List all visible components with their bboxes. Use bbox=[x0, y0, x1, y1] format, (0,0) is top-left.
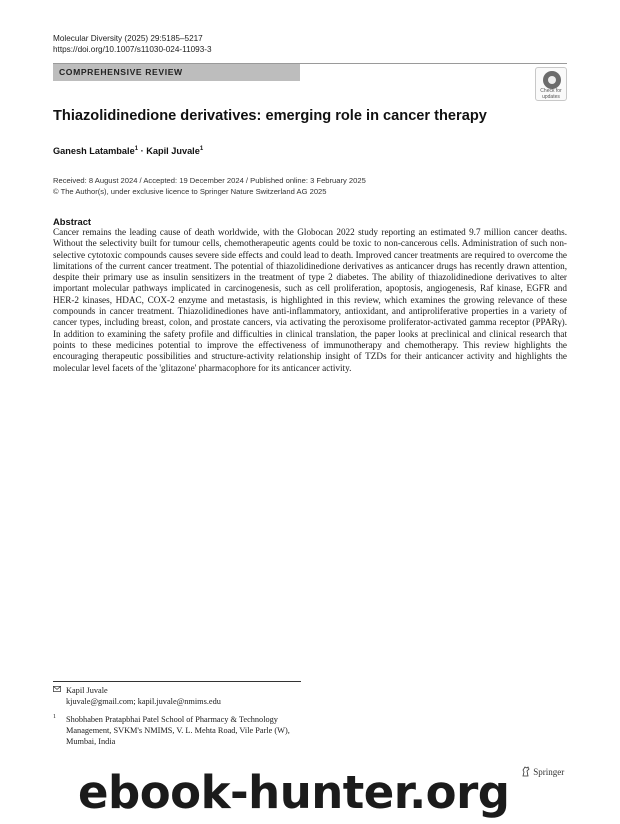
author-name[interactable]: Kapil Juvale bbox=[146, 146, 200, 157]
corresponding-author-name: Kapil Juvale bbox=[66, 686, 108, 695]
author-affil-mark: 1 bbox=[199, 146, 204, 152]
footnote-rule bbox=[53, 681, 301, 682]
publisher-name: Springer bbox=[533, 767, 565, 777]
springer-horse-icon bbox=[521, 766, 531, 777]
watermark-text: ebook-hunter.org bbox=[78, 766, 510, 819]
publisher-logo bbox=[521, 766, 564, 777]
abstract-text: Cancer remains the leading cause of death worldwide, with the Globocan 2022 study reporting an estimated 9.7 million cancer deaths. Without the selectivity built for tumour cells, chemotherapeutic agents could be toxic to non-cancerous cells. Administration of such non-selective cytotoxic compounds causes severe side effects and could lead to death. Improved cancer treatments are required to overcome the limitations of the current cancer treatment. The potential of thiazolidinedione derivatives as anticancer drugs has recently drawn attention, despite their primary use as insulin sensitizers in the treatment of type 2 diabetes. The ability of thiazolidinedione derivatives to alter important molecular pathways implicated in carcinogenesis, such as cell proliferation, apoptosis, angiogenesis, Raf kinase, EGFR and HER-2 kinases, HDAC, COX-2 enzyme and metastasis, is highlighted in this review, which examines the growing relevance of these compounds in cancer treatment. Thiazolidinediones have anti-inflammatory, antioxidant, and antiproliferative properties in a variety of cancer types, including breast, colon, and prostate cancers, via activating the peroxisome proliferator-activated gamma receptor (PPARγ). In addition to examining the safety profile and difficulties in clinical translation, the paper looks at preclinical and clinical research that points to these medicines potential to improve the effectiveness of immunotherapy and chemotherapy. This review highlights the encouraging therapeutic possibilities and structure-activity relationship insight of TZDs for their anticancer activity and highlights the molecular level facets of the 'glitazone' pharmacophore for its anticancer activity. bbox=[53, 227, 567, 373]
abstract-heading: Abstract bbox=[53, 216, 92, 227]
publication-dates bbox=[53, 176, 366, 197]
affiliation bbox=[53, 714, 293, 747]
envelope-icon bbox=[53, 686, 61, 692]
doi-link[interactable]: https://doi.org/10.1007/s11030-024-11093-3 bbox=[53, 45, 212, 54]
author-name[interactable]: Ganesh Latambale bbox=[53, 146, 135, 157]
author-affil-mark: 1 bbox=[134, 146, 139, 152]
affiliation-text: Shobhaben Pratapbhai Patel School of Pharmacy & Technology Management, SVKM's NMIMS, V. L. Mehta Road, Vile Parle (W), Mumbai, India bbox=[66, 715, 290, 746]
correspondence bbox=[53, 685, 221, 707]
check-for-updates-icon bbox=[543, 71, 561, 89]
article-title: Thiazolidinedione derivatives: emerging role in cancer therapy bbox=[53, 108, 487, 124]
journal-info bbox=[53, 33, 212, 55]
article-type-band: COMPREHENSIVE REVIEW bbox=[53, 64, 300, 81]
author-list bbox=[53, 146, 203, 156]
check-for-updates-badge[interactable] bbox=[535, 67, 567, 101]
affiliation-number: 1 bbox=[53, 714, 56, 720]
history-dates: Received: 8 August 2024 / Accepted: 19 December 2024 / Published online: 3 February 2025 bbox=[53, 176, 366, 185]
copyright-line: © The Author(s), under exclusive licence to Springer Nature Switzerland AG 2025 bbox=[53, 186, 327, 196]
badge-text: Check for updates bbox=[540, 88, 562, 100]
journal-citation: Molecular Diversity (2025) 29:5185–5217 bbox=[53, 34, 203, 43]
corresponding-author-emails[interactable]: kjuvale@gmail.com; kapil.juvale@nmims.edu bbox=[66, 697, 221, 706]
author-separator: · bbox=[138, 146, 147, 157]
